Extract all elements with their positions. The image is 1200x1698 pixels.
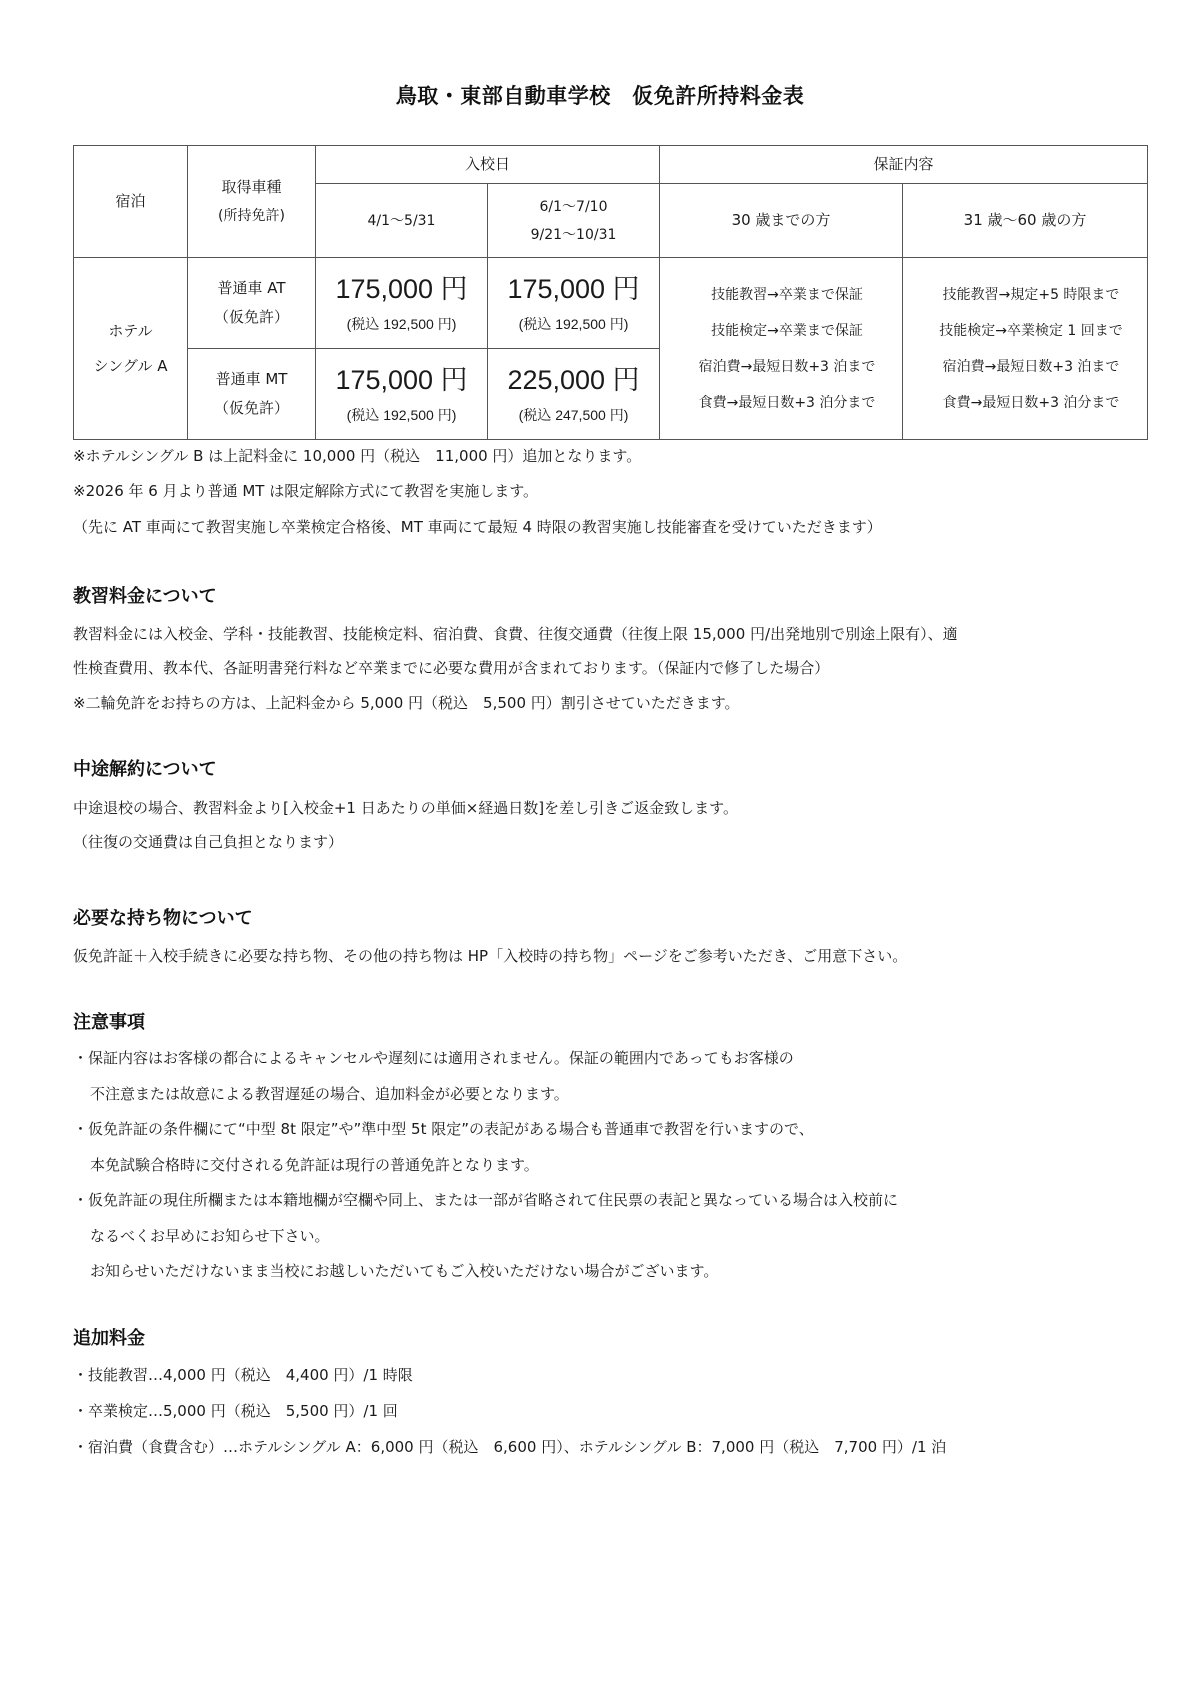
section-heading-cancellation: 中途解約について <box>73 759 217 780</box>
paragraph-line: 教習料金には入校金、学科・技能教習、技能検定料、宿泊費、食費、往復交通費（往復上限 15,000 円/出発地別で別途上限有）、適 <box>73 625 958 643</box>
caution-line: お知らせいただけないまま当校にお越しいただいてもご入校いただけない場合がございます。 <box>90 1262 719 1280</box>
vehicle-license: （仮免許） <box>213 399 289 417</box>
vehicle-cell <box>188 258 316 349</box>
section-heading-belongings: 必要な持ち物について <box>73 908 253 929</box>
caution-line: 本免試験合格時に交付される免許証は現行の普通免許となります。 <box>90 1156 539 1174</box>
price: 175,000 円 <box>335 364 468 395</box>
vehicle-type: 普通車 MT <box>215 370 288 388</box>
guarantee-item: 食費→最短日数+3 泊分まで <box>942 394 1120 411</box>
vehicle-type: 普通車 AT <box>217 279 286 297</box>
guarantee-item: 技能教習→卒業まで保証 <box>711 286 863 303</box>
lodging-cell <box>74 258 188 440</box>
price-tax-included: (税込 247,500 円) <box>518 406 629 423</box>
price: 225,000 円 <box>507 364 640 395</box>
header-period-2 <box>488 184 660 258</box>
header-lodging: 宿泊 <box>74 146 188 258</box>
section-heading-tuition: 教習料金について <box>73 586 217 607</box>
section-heading-cautions: 注意事項 <box>73 1012 145 1033</box>
price-tax-included: (税込 192,500 円) <box>346 406 457 423</box>
fee-line: ・卒業検定…5,000 円（税込 5,500 円）/1 回 <box>73 1402 398 1420</box>
guarantee-item: 宿泊費→最短日数+3 泊まで <box>942 358 1120 375</box>
paragraph-line: （往復の交通費は自己負担となります） <box>73 833 344 851</box>
caution-line: 不注意または故意による教習遅延の場合、追加料金が必要となります。 <box>90 1085 569 1103</box>
header-period-2-line2: 9/21～10/31 <box>530 226 617 243</box>
table-note: ※2026 年 6 月より普通 MT は限定解除方式にて教習を実施します。 <box>73 482 539 500</box>
price-tax-included: (税込 192,500 円) <box>518 315 629 332</box>
section-heading-additional-fees: 追加料金 <box>73 1328 145 1349</box>
header-age-group-1: 30 歳までの方 <box>660 184 903 258</box>
vehicle-cell <box>188 349 316 440</box>
header-vehicle-type-sub: (所持免許) <box>218 208 285 224</box>
guarantee-item: 技能教習→規定+5 時限まで <box>942 286 1120 303</box>
guarantee-item: 宿泊費→最短日数+3 泊まで <box>698 358 876 375</box>
price-cell <box>316 258 488 349</box>
caution-line: ・仮免許証の条件欄にて“中型 8t 限定”や”準中型 5t 限定”の表記がある場合も普通車で教習を行いますので、 <box>73 1120 814 1138</box>
page-title: 鳥取・東部自動車学校 仮免許所持料金表 <box>395 84 805 108</box>
price-cell <box>488 349 660 440</box>
caution-line: なるべくお早めにお知らせ下さい。 <box>90 1227 330 1245</box>
table-note: ※ホテルシングル B は上記料金に 10,000 円（税込 11,000 円）追加となります。 <box>73 447 642 465</box>
price-cell <box>316 349 488 440</box>
guarantee-item: 食費→最短日数+3 泊分まで <box>698 394 876 411</box>
fee-line: ・宿泊費（食費含む）…ホテルシングル A：6,000 円（税込 6,600 円）、ホテルシングル B：7,000 円（税込 7,700 円）/1 泊 <box>73 1438 947 1456</box>
vehicle-license: （仮免許） <box>213 308 289 326</box>
price-tax-included: (税込 192,500 円) <box>346 315 457 332</box>
paragraph-line: ※二輪免許をお持ちの方は、上記料金から 5,000 円（税込 5,500 円）割引させていただきます。 <box>73 694 740 712</box>
guarantee-group-2 <box>903 258 1148 440</box>
table-header-row <box>74 146 1148 184</box>
header-period-2-line1: 6/1～7/10 <box>539 198 608 215</box>
price: 175,000 円 <box>507 273 640 304</box>
paragraph-line: 性検査費用、教本代、各証明書発行料など卒業までに必要な費用が含まれております。（保証内で修了した場合） <box>73 659 830 677</box>
guarantee-item: 技能検定→卒業まで保証 <box>711 322 863 339</box>
header-entry-date: 入校日 <box>316 146 660 184</box>
fee-line: ・技能教習…4,000 円（税込 4,400 円）/1 時限 <box>73 1366 413 1384</box>
caution-line: ・保証内容はお客様の都合によるキャンセルや遅刻には適用されません。保証の範囲内であってもお客様の <box>73 1049 794 1067</box>
header-period-1: 4/1～5/31 <box>316 184 488 258</box>
guarantee-group-1 <box>660 258 903 440</box>
table-note: （先に AT 車両にて教習実施し卒業検定合格後、MT 車両にて最短 4 時限の教習実施し技能審査を受けていただきます） <box>73 518 882 536</box>
lodging-value-line1: ホテル <box>108 321 153 340</box>
guarantee-item: 技能検定→卒業検定 1 回まで <box>939 322 1123 339</box>
caution-line: ・仮免許証の現住所欄または本籍地欄が空欄や同上、または一部が省略されて住民票の表記と異なっている場合は入校前に <box>73 1191 899 1209</box>
table-row <box>74 258 1148 349</box>
header-guarantee: 保証内容 <box>660 146 1148 184</box>
fee-table <box>73 145 1148 440</box>
paragraph-line: 仮免許証＋入校手続きに必要な持ち物、その他の持ち物は HP「入校時の持ち物」ページをご参考いただき、ご用意下さい。 <box>73 947 908 965</box>
lodging-value-line2: シングル A <box>93 356 168 375</box>
price: 175,000 円 <box>335 273 468 304</box>
paragraph-line: 中途退校の場合、教習料金より[入校金+1 日あたりの単価×経過日数]を差し引きご返金致します。 <box>73 799 738 817</box>
header-vehicle-type <box>188 146 316 258</box>
header-age-group-2: 31 歳～60 歳の方 <box>903 184 1148 258</box>
header-vehicle-type-label: 取得車種 <box>221 178 282 196</box>
price-cell <box>488 258 660 349</box>
